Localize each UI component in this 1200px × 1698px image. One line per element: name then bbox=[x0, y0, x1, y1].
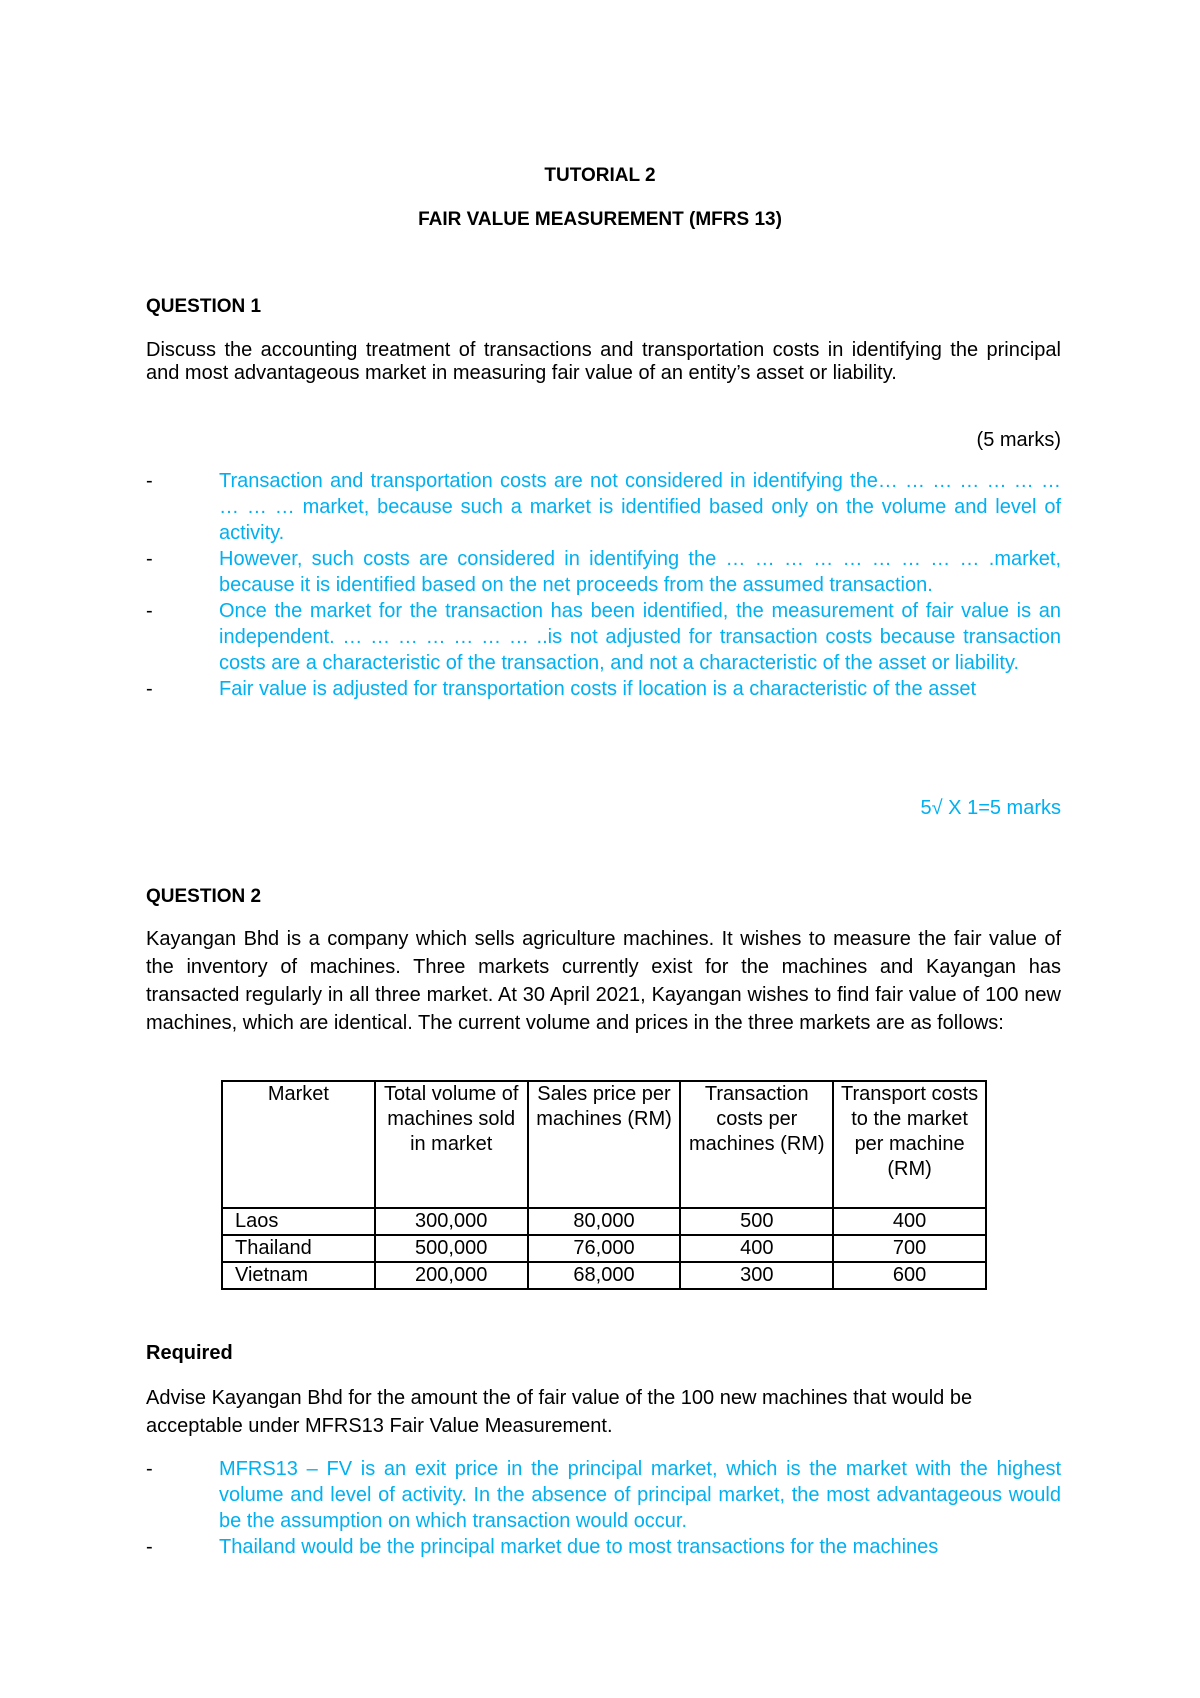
list-item bbox=[146, 676, 1061, 702]
question-1-marks: (5 marks) bbox=[976, 429, 1061, 451]
question-1-text: Discuss the accounting treatment of transactions and transportation costs in identifying the principal and most advantageous market in measuring fair value of an entity’s asset or liability. bbox=[146, 339, 1061, 384]
table-cell: 400 bbox=[680, 1235, 833, 1262]
table-cell: Thailand bbox=[222, 1235, 375, 1262]
bullet-dash: - bbox=[146, 1458, 153, 1480]
answer-text: MFRS13 – FV is an exit price in the principal market, which is the market with the highest volume and level of activity. In the absence of principal market, the most advantageous would be the assumption on which transaction would occur. bbox=[219, 1458, 1061, 1532]
list-item bbox=[146, 546, 1061, 598]
bullet-dash: - bbox=[146, 1536, 153, 1558]
list-item bbox=[146, 1456, 1061, 1534]
question-1-score: 5√ X 1=5 marks bbox=[920, 797, 1061, 819]
table-cell: Laos bbox=[222, 1208, 375, 1235]
column-header: Sales price per machines (RM) bbox=[528, 1081, 681, 1208]
column-header: Total volume of machines sold in market bbox=[375, 1081, 528, 1208]
table-cell: 300,000 bbox=[375, 1208, 528, 1235]
bullet-dash: - bbox=[146, 678, 153, 700]
question-2-text: Kayangan Bhd is a company which sells agriculture machines. It wishes to measure the fair value of the inventory of machines. Three markets currently exist for the machines and Kayangan has transacted regularly in all three market. At 30 April 2021, Kayangan wishes to find fair value of 100 new machines, which are identical. The current volume and prices in the three markets are as follows: bbox=[146, 928, 1061, 1034]
table-cell: 300 bbox=[680, 1262, 833, 1289]
bullet-dash: - bbox=[146, 600, 153, 622]
table-cell: 68,000 bbox=[528, 1262, 681, 1289]
table-row bbox=[222, 1262, 986, 1289]
table-cell: 76,000 bbox=[528, 1235, 681, 1262]
table-cell: 700 bbox=[833, 1235, 986, 1262]
table-row bbox=[222, 1235, 986, 1262]
list-item bbox=[146, 468, 1061, 546]
table-row bbox=[222, 1208, 986, 1235]
column-header: Transport costs to the market per machine (RM) bbox=[833, 1081, 986, 1208]
required-text: Advise Kayangan Bhd for the amount the of fair value of the 100 new machines that would be acceptable under MFRS13 Fair Value Measurement. bbox=[146, 1387, 973, 1437]
answer-text: Transaction and transportation costs are not considered in identifying the… … … … … … … … … … market, because such a market is identified based only on the volume and level of activity. bbox=[219, 470, 1061, 544]
table-cell: 500,000 bbox=[375, 1235, 528, 1262]
table-header-row bbox=[222, 1081, 986, 1208]
question-2-heading: QUESTION 2 bbox=[146, 886, 262, 907]
document-subtitle: FAIR VALUE MEASUREMENT (MFRS 13) bbox=[418, 209, 782, 230]
bullet-dash: - bbox=[146, 470, 153, 492]
answer-text: Once the market for the transaction has been identified, the measurement of fair value is an independent. … … … … … … … ..is not adjusted for transaction costs because transaction costs are a characteristic of the transaction, and not a characteristic of the asset or liability. bbox=[219, 600, 1061, 674]
table-cell: 80,000 bbox=[528, 1208, 681, 1235]
list-item bbox=[146, 598, 1061, 676]
bullet-dash: - bbox=[146, 548, 153, 570]
table-cell: 500 bbox=[680, 1208, 833, 1235]
required-heading: Required bbox=[146, 1342, 233, 1364]
list-item bbox=[146, 1534, 1061, 1560]
question-2-answer-list bbox=[146, 1456, 1061, 1560]
column-header: Market bbox=[222, 1081, 375, 1208]
document-title: TUTORIAL 2 bbox=[544, 165, 656, 186]
table-cell: 200,000 bbox=[375, 1262, 528, 1289]
question-1-heading: QUESTION 1 bbox=[146, 296, 262, 317]
column-header: Transaction costs per machines (RM) bbox=[680, 1081, 833, 1208]
question-1-answer-list bbox=[146, 468, 1061, 702]
answer-text: However, such costs are considered in identifying the … … … … … … … … … .market, because it is identified based on the net proceeds from the assumed transaction. bbox=[219, 548, 1061, 596]
table-cell: 400 bbox=[833, 1208, 986, 1235]
answer-text: Fair value is adjusted for transportation costs if location is a characteristic of the asset bbox=[219, 678, 977, 700]
table-cell: 600 bbox=[833, 1262, 986, 1289]
answer-text: Thailand would be the principal market due to most transactions for the machines bbox=[219, 1536, 939, 1558]
markets-table bbox=[221, 1080, 987, 1290]
table-cell: Vietnam bbox=[222, 1262, 375, 1289]
